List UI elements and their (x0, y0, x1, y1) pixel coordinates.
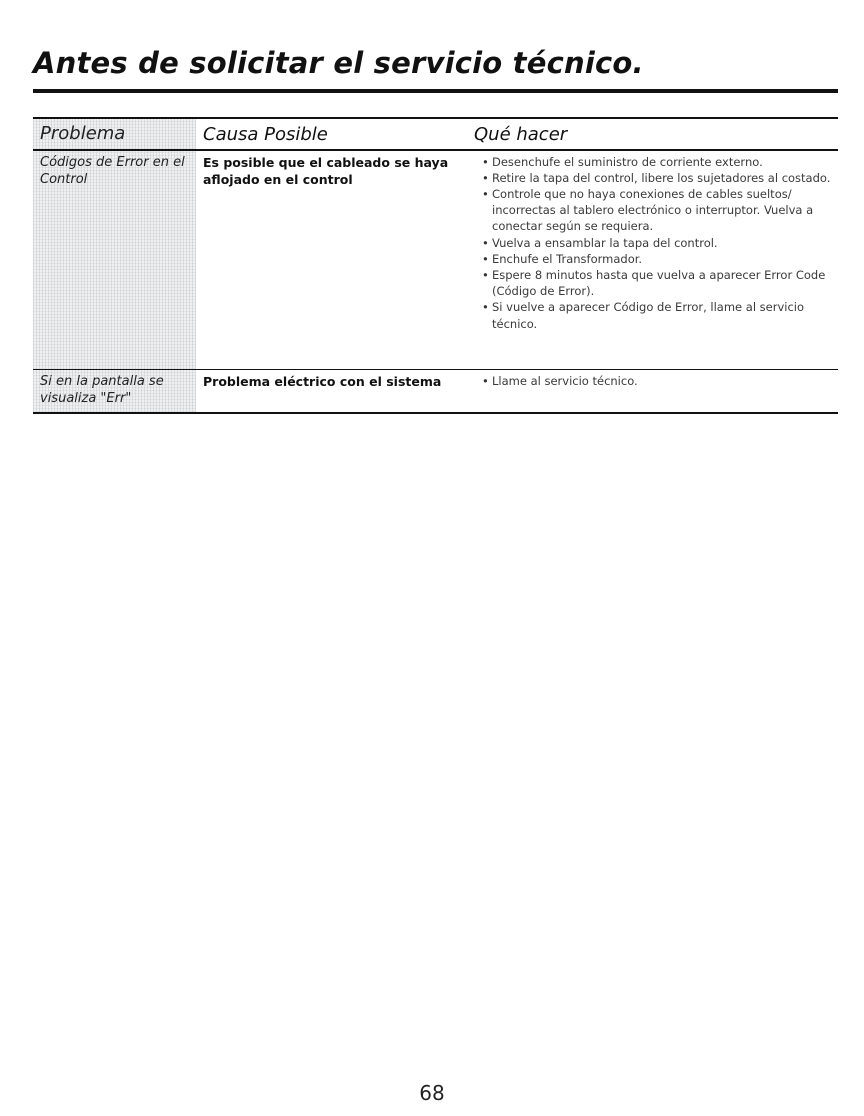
table-row (33, 370, 838, 412)
problem-cell (33, 151, 196, 369)
cause-cell (196, 370, 469, 412)
table-bottom-rule (33, 412, 838, 414)
cause-text: Es posible que el cableado se haya aflojado en el control (203, 154, 449, 187)
header-action: Qué hacer (474, 123, 568, 145)
action-item: • Controle que no haya conexiones de cables sueltos/ incorrectas al tablero electrónico o interruptor. Vuelva a conectar según se requiera. (474, 186, 838, 235)
title-divider (33, 89, 838, 93)
page-title: Antes de solicitar el servicio técnico. (33, 46, 644, 80)
page-number: 68 (419, 1081, 445, 1105)
problem-cell (33, 370, 196, 412)
header-cause-cell (196, 124, 469, 145)
action-item: • Si vuelve a aparecer Código de Error, llame al servicio técnico. (474, 299, 838, 331)
troubleshooting-table (33, 117, 838, 414)
action-list (474, 151, 838, 332)
cause-cell (196, 151, 469, 369)
problem-text: Códigos de Error en el Control (40, 154, 185, 187)
header-action-cell (469, 124, 838, 145)
table-header-row (33, 119, 838, 149)
header-problem-cell (33, 119, 196, 149)
action-item: • Retire la tapa del control, libere los sujetadores al costado. (474, 170, 838, 186)
cause-text: Problema eléctrico con el sistema (203, 374, 442, 389)
action-item: • Desenchufe el suministro de corriente externo. (474, 154, 838, 170)
action-cell (469, 151, 838, 369)
action-list (474, 370, 838, 389)
action-item: • Enchufe el Transformador. (474, 251, 838, 267)
action-cell (469, 370, 838, 412)
action-item: • Llame al servicio técnico. (474, 373, 838, 389)
table-row (33, 151, 838, 369)
action-item: • Espere 8 minutos hasta que vuelva a aparecer Error Code (Código de Error). (474, 267, 838, 299)
problem-text: Si en la pantalla se visualiza "Err" (40, 374, 164, 406)
header-cause: Causa Posible (203, 123, 328, 145)
header-problem: Problema (40, 123, 126, 144)
action-item: • Vuelva a ensamblar la tapa del control. (474, 235, 838, 251)
